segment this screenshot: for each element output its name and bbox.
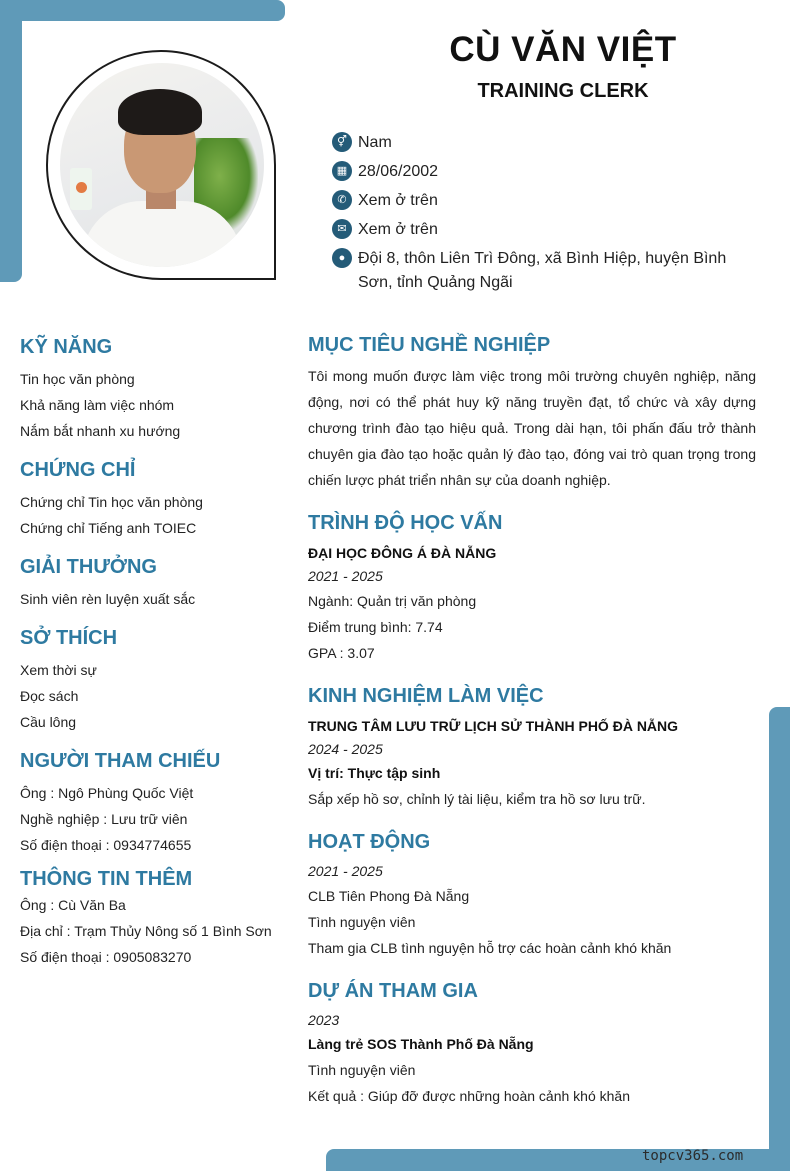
contact-birthdate [332, 160, 762, 184]
education-school: ĐẠI HỌC ĐÔNG Á ĐÀ NẴNG [308, 545, 497, 561]
activities-period: 2021 - 2025 [308, 863, 383, 879]
extra-info-item: Địa chỉ : Trạm Thủy Nông số 1 Bình Sơn [20, 923, 272, 939]
location-icon: ● [332, 248, 352, 268]
education-period: 2021 - 2025 [308, 568, 383, 584]
contact-email-value: Xem ở trên [358, 221, 438, 238]
frame-bar-left [0, 0, 22, 282]
section-title-awards: GIẢI THƯỞNG [20, 556, 157, 578]
phone-icon: ✆ [332, 190, 352, 210]
activity-detail: Tình nguyện viên [308, 914, 416, 930]
section-title-activities: HOẠT ĐỘNG [308, 831, 431, 853]
section-certificates [20, 457, 290, 541]
project-period: 2023 [308, 1012, 340, 1028]
activity-detail: Tham gia CLB tình nguyện hỗ trợ các hoàn cảnh khó khăn [308, 940, 672, 956]
frame-bar-right [769, 707, 790, 1171]
reference-item: Nghề nghiệp : Lưu trữ viên [20, 811, 188, 827]
section-hobbies [20, 625, 290, 735]
hobby-item: Cầu lông [20, 714, 77, 730]
experience-period: 2024 - 2025 [308, 741, 383, 757]
activity-detail: CLB Tiên Phong Đà Nẵng [308, 888, 470, 904]
education-detail: GPA : 3.07 [308, 645, 375, 661]
gender-icon: ⚥ [332, 132, 352, 152]
contact-phone-value: Xem ở trên [358, 192, 438, 209]
contact-gender [332, 131, 762, 155]
hobby-item: Xem thời sự [20, 662, 97, 678]
award-item: Sinh viên rèn luyện xuất sắc [20, 591, 196, 607]
education-detail: Ngành: Quản trị văn phòng [308, 593, 477, 609]
experience-organization: TRUNG TÂM LƯU TRỮ LỊCH SỬ THÀNH PHỐ ĐÀ NẴNG [308, 718, 679, 734]
section-objective [308, 332, 756, 493]
project-name: Làng trẻ SOS Thành Phố Đà Nẵng [308, 1036, 534, 1052]
section-title-extra-info: THÔNG TIN THÊM [20, 868, 193, 890]
contact-phone [332, 189, 762, 213]
section-skills [20, 334, 290, 444]
section-title-certificates: CHỨNG CHỈ [20, 459, 136, 481]
contact-birthdate-value: 28/06/2002 [358, 163, 439, 180]
skill-item: Tin học văn phòng [20, 371, 135, 387]
section-references [20, 748, 290, 858]
section-awards [20, 554, 290, 612]
extra-info-item: Ông : Cù Văn Ba [20, 897, 126, 913]
certificate-item: Chứng chỉ Tin học văn phòng [20, 494, 203, 510]
education-detail: Điểm trung bình: 7.74 [308, 619, 443, 635]
contact-address [332, 247, 762, 295]
section-title-references: NGƯỜI THAM CHIẾU [20, 750, 221, 772]
project-detail: Kết quả : Giúp đỡ được những hoàn cảnh khó khăn [308, 1088, 630, 1104]
extra-info-item: Số điện thoại : 0905083270 [20, 949, 192, 965]
experience-description: Sắp xếp hồ sơ, chỉnh lý tài liệu, kiểm tra hồ sơ lưu trữ. [308, 791, 646, 807]
skill-item: Nắm bắt nhanh xu hướng [20, 423, 181, 439]
right-column [308, 332, 756, 1126]
email-icon: ✉ [332, 219, 352, 239]
objective-text: Tôi mong muốn được làm việc trong môi trường chuyên nghiệp, năng động, nơi có thể phát huy kỹ năng truyền đạt, tổ chức và xây dựng chương trình đào tạo hiệu quả. Trong dài hạn, tôi phấn đấu trở thành chuyên gia đào tạo hoặc quản lý đào tạo, đóng vai trò quan trọng trong chiến lược phát triển nhân sự của doanh nghiệp. [308, 368, 756, 488]
skill-item: Khả năng làm việc nhóm [20, 397, 175, 413]
section-title-objective: MỤC TIÊU NGHỀ NGHIỆP [308, 334, 551, 356]
frame-bar-top-left [0, 0, 285, 21]
left-column [20, 334, 290, 983]
contact-email [332, 218, 762, 242]
profile-photo-frame [46, 50, 276, 280]
reference-item: Số điện thoại : 0934774655 [20, 837, 192, 853]
section-projects [308, 978, 756, 1109]
section-title-education: TRÌNH ĐỘ HỌC VẤN [308, 512, 503, 534]
watermark-text: topcv365.com [642, 1148, 744, 1164]
hobby-item: Đọc sách [20, 688, 79, 704]
profile-photo [60, 63, 264, 267]
calendar-icon: ▦ [332, 161, 352, 181]
section-experience [308, 683, 756, 812]
section-activities [308, 829, 756, 961]
section-education [308, 510, 756, 666]
contact-gender-value: Nam [358, 134, 392, 151]
section-title-skills: KỸ NĂNG [20, 336, 113, 358]
section-title-hobbies: SỞ THÍCH [20, 627, 118, 649]
experience-role: Vị trí: Thực tập sinh [308, 765, 441, 781]
section-title-projects: DỰ ÁN THAM GIA [308, 980, 478, 1002]
contact-address-value: Đội 8, thôn Liên Trì Đông, xã Bình Hiệp, huyện Bình Sơn, tỉnh Quảng Ngãi [358, 250, 727, 291]
reference-item: Ông : Ngô Phùng Quốc Việt [20, 785, 194, 801]
contact-list [332, 131, 762, 300]
certificate-item: Chứng chỉ Tiếng anh TOIEC [20, 520, 197, 536]
photo-person-hair [118, 89, 202, 135]
candidate-title: TRAINING CLERK [477, 80, 649, 102]
section-title-experience: KINH NGHIỆM LÀM VIỆC [308, 685, 544, 707]
project-detail: Tình nguyện viên [308, 1062, 416, 1078]
section-extra-info [20, 866, 290, 970]
candidate-name: CÙ VĂN VIỆT [449, 30, 677, 69]
photo-background-sign [70, 168, 92, 210]
